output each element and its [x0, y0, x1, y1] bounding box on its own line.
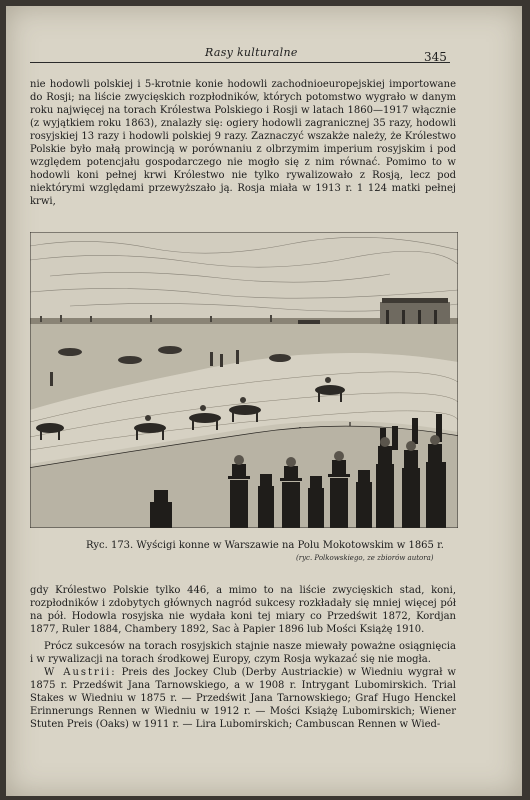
book-page: [6, 6, 522, 796]
paragraph-1: nie hodowli polskiej i 5-krotnie konie hodowli zachodnioeuropejskiej importowane do Rosji; na liście zwycięskich rozpłodników, których potomstwo wygrało w danym roku najwięcej na torach Królestwa Polskiego i Rosji w latach 1860—1917 włącznie (z wyjątkiem roku 1863), znalazły się: ogiery hodowli zagranicznej 35 razy, hodowli rosyjskiej 13 razy i hodowli polskiej 9 razy. Zaznaczyć wszakże należy, że Królestwo Polskie było małą prowincją w porównaniu z olbrzymim imperium rosyjskim i pod względem potencjału gospodarczego nie mogło się z nim równać. Pomimo to w hodowli koni pełnej krwi Królestwo nie tylko rywalizowało z Rosją, lecz pod niektórymi względami przewyższało ją. Rosja miała w 1913 r. 1 124 matki pełnej krwi,: [30, 79, 456, 207]
paragraph-2: gdy Królestwo Polskie tylko 446, a mimo to na liście zwycięskich stad, koni, rozpłodników i zdobytych głównych nagród sukcesy rozkładały się mniej więcej pół na pół. Hodowla rosyjska nie wydała koni tej miary co Przedświt 1872, Kordjan 1877, Ruler 1884, Chambery 1892, Sac à Papier 1896 lub Mości Książę 1910.: [30, 585, 456, 635]
figure-caption: Ryc. 173. Wyścigi konne w Warszawie na Polu Mokotowskim w 1865 r.: [86, 540, 444, 551]
running-head: [30, 46, 450, 63]
paragraph-4-body: Preis des Jockey Club (Derby Austriackie) w Wiedniu wygrał w 1875 r. Przedświt Jana Tarnowskiego, a w 1908 r. Intrygant Lubomirskich. Trial Stakes w Wiedniu w 1875 r. — Przedświt Jana Tarnowskiego; Graf Hugo Henckel Erinnerungs Rennen w Wiedniu w 1912 r. — Mości Książę Lubomirskich; Wiener Stuten Preis (Oaks) w 1911 r. — Lira Lubomirskich; Cambuscan Rennen w Wied-: [30, 667, 456, 730]
paragraph-3: Prócz sukcesów na torach rosyjskich stajnie nasze miewały poważne osiągnięcia i w rywalizacji na torach środkowej Europy, czym Rosja wykazać się nie mogła.: [30, 641, 456, 665]
race-illustration: [30, 232, 458, 528]
figure-credit: (ryc. Polkowskiego, ze zbiorów autora): [296, 554, 434, 562]
paragraph-4: [30, 666, 456, 731]
race-engraving: [30, 232, 458, 528]
running-title: Rasy kulturalne: [205, 46, 298, 59]
page-number: 345: [424, 50, 447, 64]
paragraph-4-lead: W Austrii:: [44, 667, 117, 678]
